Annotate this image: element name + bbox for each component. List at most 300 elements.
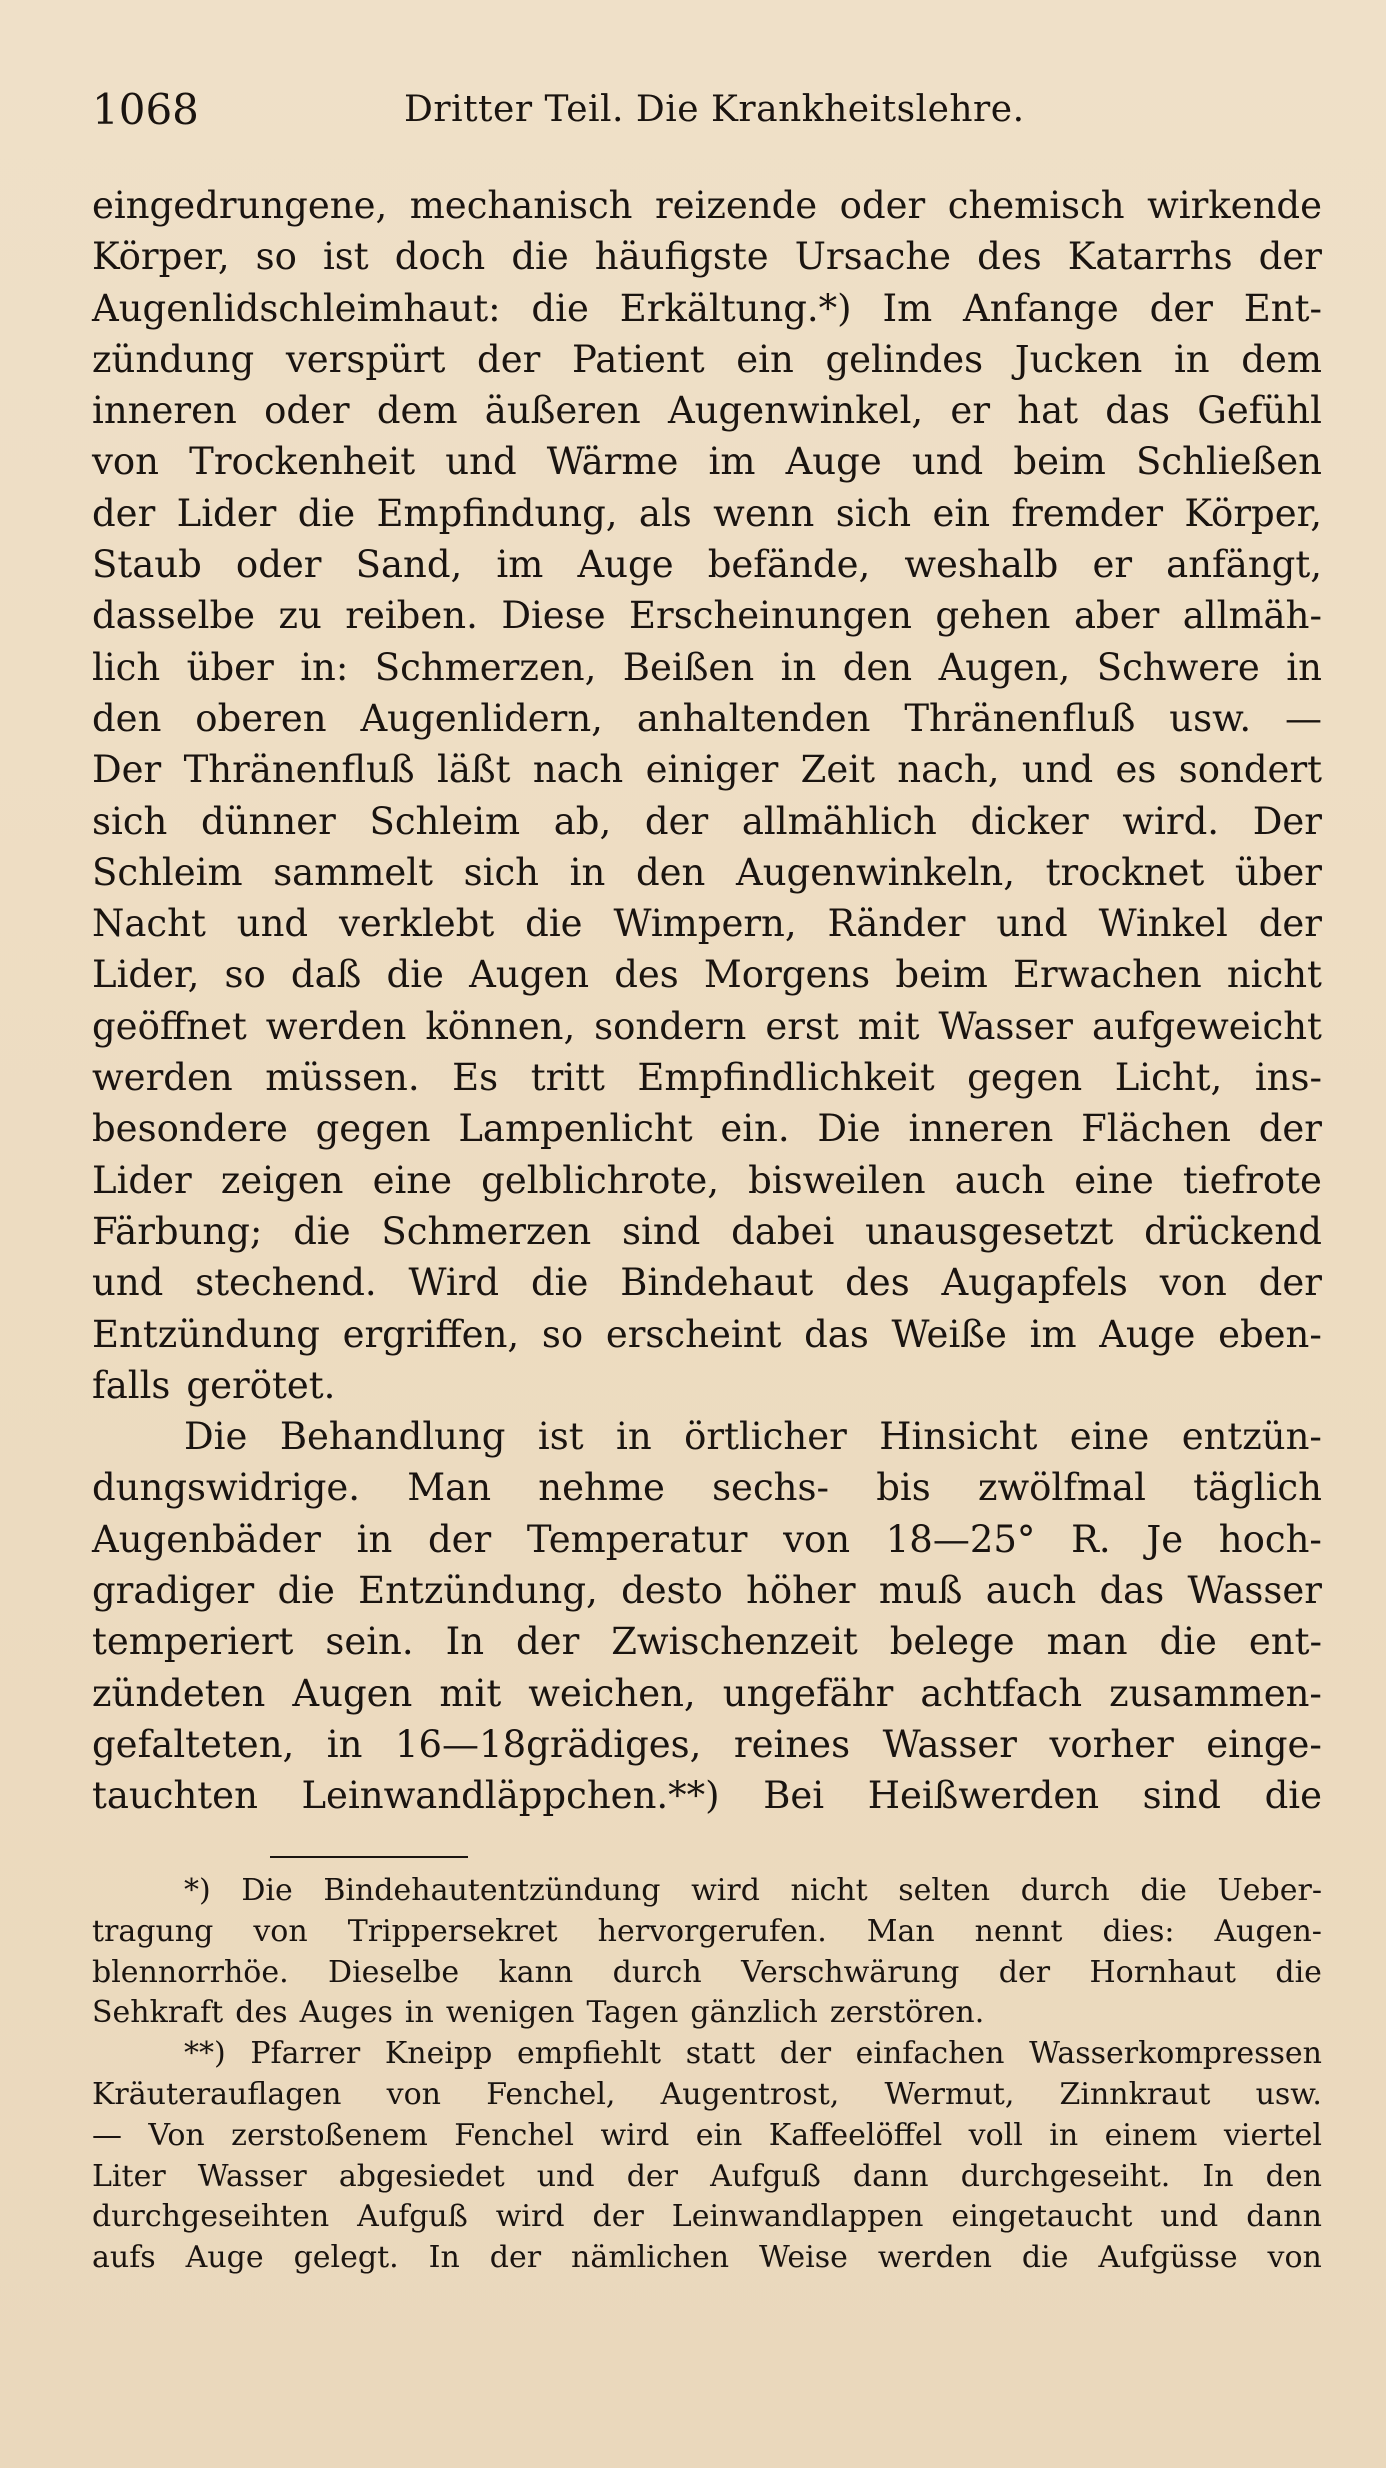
text-line bbox=[92, 642, 1322, 693]
word: der bbox=[1258, 1261, 1322, 1305]
word: dem bbox=[376, 389, 458, 433]
word: wird bbox=[600, 2117, 670, 2153]
word: der bbox=[998, 1954, 1051, 1990]
word: Fenchel bbox=[454, 2117, 575, 2153]
text-line bbox=[92, 1001, 1322, 1052]
word: wird bbox=[691, 1873, 760, 1908]
text-line bbox=[92, 898, 1322, 949]
word: eine bbox=[1069, 1415, 1150, 1459]
word: Auge bbox=[785, 440, 882, 484]
text-line bbox=[92, 488, 1322, 539]
word: Der bbox=[92, 748, 162, 792]
word: geöffnet bbox=[92, 1004, 247, 1048]
text-line bbox=[92, 744, 1322, 795]
word: sein. bbox=[325, 1620, 414, 1664]
word: Entzündung bbox=[92, 1312, 320, 1356]
word: von bbox=[386, 2076, 442, 2112]
word: Patient bbox=[571, 337, 705, 381]
word: sechs- bbox=[712, 1466, 829, 1510]
word: Wärme bbox=[546, 440, 679, 484]
word: **) bbox=[184, 2036, 226, 2072]
word: wird bbox=[495, 2199, 565, 2235]
word: dünner bbox=[201, 799, 336, 843]
word: dungswidrige. bbox=[92, 1466, 361, 1510]
word: Augenlidern, bbox=[360, 696, 603, 740]
word: temperiert bbox=[92, 1620, 294, 1664]
word: Augapfels bbox=[941, 1261, 1128, 1305]
word: gänzlich bbox=[690, 1995, 818, 2031]
word: usw. bbox=[1169, 696, 1252, 740]
word: gradiger bbox=[92, 1569, 255, 1613]
word: er bbox=[1092, 543, 1133, 587]
word: das bbox=[1099, 1569, 1165, 1613]
word: dies: bbox=[1102, 1913, 1175, 1949]
word: voll bbox=[968, 2117, 1023, 2153]
word: eine bbox=[1074, 1158, 1154, 1202]
word: Ueber- bbox=[1217, 1873, 1322, 1908]
page-header bbox=[92, 78, 1322, 142]
word: Schmerzen, bbox=[374, 645, 597, 689]
word: Leinwandläppchen.**) bbox=[301, 1774, 720, 1818]
word: der bbox=[1258, 1107, 1322, 1151]
word: wenigen bbox=[445, 1995, 575, 2031]
word: die bbox=[1264, 1774, 1322, 1818]
word: hervorgerufen. bbox=[597, 1913, 827, 1949]
word: gelblichrote, bbox=[481, 1158, 719, 1202]
word: reiben. bbox=[345, 594, 478, 638]
word: lich bbox=[92, 645, 161, 689]
word: der bbox=[489, 2240, 542, 2276]
text-line bbox=[92, 180, 1322, 231]
word: Man bbox=[866, 1913, 935, 1949]
word: sondern bbox=[594, 1004, 747, 1048]
word: Zwischenzeit bbox=[611, 1620, 858, 1664]
word: bisweilen bbox=[748, 1158, 926, 1202]
word: sich bbox=[835, 491, 912, 535]
word: Je bbox=[1146, 1517, 1184, 1561]
word: gehen bbox=[935, 594, 1051, 638]
word: das bbox=[1105, 389, 1171, 433]
word: Diese bbox=[501, 594, 606, 638]
text-line bbox=[92, 334, 1322, 385]
word: und bbox=[536, 2158, 595, 2194]
word: Kneipp bbox=[384, 2036, 493, 2072]
word: Aufguß bbox=[357, 2199, 468, 2235]
word: Zeit bbox=[800, 748, 875, 792]
word: vorher bbox=[1049, 1722, 1174, 1766]
word: Augen- bbox=[1214, 1913, 1322, 1949]
word: ist bbox=[537, 1415, 584, 1459]
word: ungefähr bbox=[722, 1671, 894, 1715]
word: Augenlidschleimhaut: bbox=[92, 286, 501, 330]
word: Morgens bbox=[703, 953, 871, 997]
word: Sehkraft bbox=[92, 1995, 224, 2031]
word: können, bbox=[425, 1004, 576, 1048]
word: sondert bbox=[1178, 748, 1322, 792]
word: und bbox=[92, 1261, 164, 1305]
word: dann bbox=[1246, 2199, 1322, 2235]
word: Der bbox=[1252, 799, 1322, 843]
word: Wimpern, bbox=[613, 902, 797, 946]
text-line bbox=[92, 1462, 1322, 1513]
word: Katarrhs bbox=[1067, 235, 1233, 279]
word: die bbox=[297, 491, 356, 535]
text-line bbox=[92, 1565, 1322, 1616]
word: Bei bbox=[763, 1774, 825, 1818]
word: es bbox=[1115, 748, 1157, 792]
word: durch bbox=[1020, 1873, 1110, 1908]
word: dann bbox=[852, 2158, 929, 2194]
word: ein. bbox=[720, 1107, 790, 1151]
word: Liter bbox=[92, 2158, 166, 2194]
word: weshalb bbox=[904, 543, 1059, 587]
word: dabei bbox=[731, 1209, 835, 1253]
word: Augenwinkel, bbox=[667, 389, 924, 433]
word: empfiehlt bbox=[516, 2036, 662, 2072]
word: einfachen bbox=[855, 2036, 1005, 2072]
word: fremder bbox=[1011, 491, 1164, 535]
word: ein bbox=[932, 491, 991, 535]
word: wenn bbox=[713, 491, 815, 535]
word: ins- bbox=[1254, 1056, 1322, 1100]
word: dem bbox=[1241, 337, 1322, 381]
word: die bbox=[386, 953, 444, 997]
word: Bindehaut bbox=[620, 1261, 814, 1305]
word: Schleim bbox=[92, 850, 243, 894]
word: oberen bbox=[195, 696, 327, 740]
word: Zinnkraut bbox=[1059, 2076, 1211, 2112]
word: Bindehautentzündung bbox=[323, 1873, 661, 1908]
word: 18—25° bbox=[885, 1517, 1036, 1561]
word: aber bbox=[1073, 594, 1160, 638]
word: von bbox=[783, 1517, 851, 1561]
word: kann bbox=[498, 1954, 574, 1990]
word: Ent- bbox=[1243, 286, 1322, 330]
word: höher bbox=[746, 1569, 856, 1613]
word: die bbox=[525, 902, 583, 946]
word: die bbox=[530, 1261, 589, 1305]
text-line bbox=[92, 796, 1322, 847]
word: der bbox=[626, 2158, 679, 2194]
word: den bbox=[92, 696, 162, 740]
word: nämlichen bbox=[571, 2240, 730, 2276]
word: Augenwinkeln, bbox=[735, 850, 1016, 894]
word: Augenbäder bbox=[92, 1517, 321, 1561]
word: mit bbox=[857, 1004, 920, 1048]
word: aufs bbox=[92, 2240, 156, 2276]
word: oder bbox=[235, 543, 322, 587]
word: Auge bbox=[577, 543, 674, 587]
word: Wird bbox=[408, 1261, 500, 1305]
word: durchgeseiht. bbox=[960, 2158, 1171, 2194]
word: blennorrhöe. bbox=[92, 1954, 289, 1990]
word: 16—18grädiges, bbox=[394, 1722, 702, 1766]
word: und bbox=[911, 440, 984, 484]
word: Wasser bbox=[938, 1004, 1073, 1048]
word: in bbox=[616, 1415, 652, 1459]
word: Aufgüsse bbox=[1098, 2240, 1238, 2276]
word: ergriffen, bbox=[342, 1312, 520, 1356]
footnote-line bbox=[92, 1993, 1322, 2034]
text-line bbox=[92, 1155, 1322, 1206]
word: in bbox=[1286, 645, 1322, 689]
text-line bbox=[92, 693, 1322, 744]
word: anfängt, bbox=[1166, 543, 1322, 587]
word: verklebt bbox=[339, 902, 495, 946]
word: Schleim bbox=[369, 799, 521, 843]
text-line bbox=[92, 1206, 1322, 1257]
text-line bbox=[92, 1411, 1322, 1462]
word: die bbox=[1140, 1873, 1187, 1908]
text-line bbox=[92, 1719, 1322, 1770]
word: erst bbox=[765, 1004, 839, 1048]
word: Lampenlicht bbox=[458, 1107, 693, 1151]
word: zerstören. bbox=[829, 1995, 985, 2031]
word: nicht bbox=[1226, 953, 1322, 997]
word: gelegt. bbox=[293, 2240, 399, 2276]
page-number: 1068 bbox=[92, 85, 199, 134]
word: eingedrungene, bbox=[92, 184, 388, 227]
word: zu bbox=[278, 594, 322, 638]
word: *) bbox=[184, 1873, 211, 1908]
word: usw. bbox=[1255, 2076, 1322, 2112]
word: des bbox=[614, 953, 679, 997]
text-line bbox=[92, 590, 1322, 641]
word: Die bbox=[184, 1415, 248, 1459]
word: Pfarrer bbox=[250, 2036, 361, 2072]
word: der bbox=[1258, 902, 1322, 946]
word: durch bbox=[612, 1954, 702, 1990]
text-line bbox=[92, 1052, 1322, 1103]
text-line bbox=[92, 436, 1322, 487]
footnote-line bbox=[92, 2075, 1322, 2116]
word: Weiße bbox=[891, 1312, 1007, 1356]
word: dasselbe bbox=[92, 594, 256, 638]
word: ab, bbox=[553, 799, 612, 843]
word: Nacht bbox=[92, 902, 206, 946]
footnote-line bbox=[92, 2238, 1322, 2279]
word: Temperatur bbox=[526, 1517, 748, 1561]
word: und bbox=[1021, 748, 1094, 792]
word: viertel bbox=[1223, 2117, 1322, 2153]
word: auch bbox=[985, 1569, 1077, 1613]
text-line bbox=[92, 1360, 1322, 1411]
text-line bbox=[92, 1103, 1322, 1154]
word: zündeten bbox=[92, 1671, 266, 1715]
word: Hornhaut bbox=[1089, 1954, 1236, 1990]
word: Tagen bbox=[586, 1995, 679, 2031]
word: R. bbox=[1071, 1517, 1111, 1561]
word: zusammen- bbox=[1109, 1671, 1322, 1715]
word: sind bbox=[622, 1209, 701, 1253]
word: Schwere bbox=[1096, 645, 1260, 689]
word: statt bbox=[685, 2036, 756, 2072]
word: weichen, bbox=[528, 1671, 696, 1715]
word: gelindes bbox=[825, 337, 984, 381]
word: Thränenfluß bbox=[183, 748, 415, 792]
word: der bbox=[1149, 286, 1213, 330]
word: tauchten bbox=[92, 1774, 258, 1818]
word: über bbox=[1234, 850, 1322, 894]
word: so bbox=[255, 235, 297, 279]
word: Schmerzen bbox=[381, 1209, 592, 1253]
word: in bbox=[404, 1995, 434, 2031]
word: selten bbox=[898, 1873, 991, 1908]
word: stechend. bbox=[195, 1261, 377, 1305]
word: nicht bbox=[790, 1873, 868, 1908]
word: inneren bbox=[908, 1107, 1054, 1151]
word: den bbox=[1265, 2158, 1322, 2194]
word: des bbox=[977, 235, 1042, 279]
word: und bbox=[445, 440, 517, 484]
word: der bbox=[644, 799, 709, 843]
word: Behandlung bbox=[279, 1415, 506, 1459]
word: Man bbox=[407, 1466, 492, 1510]
word: Erwachen bbox=[1012, 953, 1202, 997]
word: dicker bbox=[970, 799, 1089, 843]
word: die bbox=[511, 235, 569, 279]
word: man bbox=[1046, 1620, 1128, 1664]
word: oder bbox=[839, 184, 926, 227]
text-line bbox=[92, 1514, 1322, 1565]
word: den bbox=[842, 645, 913, 689]
word: müssen. bbox=[265, 1056, 420, 1100]
footnote-line bbox=[92, 1912, 1322, 1953]
word: Die bbox=[817, 1107, 881, 1151]
word: nach bbox=[532, 748, 624, 792]
word: hat bbox=[1017, 389, 1079, 433]
word: täglich bbox=[1193, 1466, 1322, 1510]
word: in: bbox=[300, 645, 349, 689]
word: Die bbox=[241, 1873, 293, 1908]
word: nach, bbox=[897, 748, 1000, 792]
word: daß bbox=[290, 953, 362, 997]
footnote-line bbox=[92, 2197, 1322, 2238]
word: Auge bbox=[1099, 1312, 1196, 1356]
word: gerötet. bbox=[186, 1363, 336, 1407]
word: und bbox=[1160, 2199, 1219, 2235]
word: im bbox=[708, 440, 756, 484]
word: belege bbox=[889, 1620, 1015, 1664]
word: des bbox=[235, 1995, 288, 2031]
text-line bbox=[92, 1770, 1322, 1821]
word: verspürt bbox=[285, 337, 446, 381]
word: Thränenfluß bbox=[904, 696, 1136, 740]
footnote-line bbox=[92, 2157, 1322, 2198]
word: abgesiedet bbox=[338, 2158, 505, 2194]
word: allmäh- bbox=[1182, 594, 1322, 638]
word: ent- bbox=[1248, 1620, 1322, 1664]
word: örtlicher bbox=[684, 1415, 847, 1459]
word: wird. bbox=[1122, 799, 1220, 843]
word: Lider bbox=[176, 491, 277, 535]
word: gefalteten, bbox=[92, 1722, 295, 1766]
word: tiefrote bbox=[1182, 1158, 1322, 1202]
word: entzün- bbox=[1181, 1415, 1322, 1459]
word: aufgeweicht bbox=[1091, 1004, 1322, 1048]
word: den bbox=[635, 850, 706, 894]
word: in bbox=[1173, 337, 1210, 381]
word: läßt bbox=[436, 748, 511, 792]
word: befände, bbox=[707, 543, 871, 587]
word: In bbox=[445, 1620, 485, 1664]
word: allmählich bbox=[741, 799, 937, 843]
running-head: Dritter Teil. Die Krankheitslehre. bbox=[404, 89, 1025, 130]
word: einiger bbox=[645, 748, 779, 792]
word: Sand, bbox=[355, 543, 463, 587]
word: der bbox=[1258, 235, 1322, 279]
word: Beißen bbox=[622, 645, 755, 689]
word: und bbox=[996, 902, 1068, 946]
word: eingetaucht bbox=[951, 2199, 1133, 2235]
word: von bbox=[253, 1913, 308, 1949]
word: die bbox=[531, 286, 589, 330]
word: zeigen bbox=[220, 1158, 344, 1202]
word: Jucken bbox=[1014, 337, 1143, 381]
word: und bbox=[236, 902, 309, 946]
word: Ränder bbox=[827, 902, 966, 946]
word: Wasser bbox=[197, 2158, 307, 2194]
word: Auges bbox=[299, 1995, 393, 2031]
word: mechanisch bbox=[409, 184, 633, 227]
word: achtfach bbox=[920, 1671, 1083, 1715]
word: chemisch bbox=[947, 184, 1125, 227]
word: Färbung; bbox=[92, 1209, 263, 1253]
word: der bbox=[477, 337, 541, 381]
word: in bbox=[326, 1722, 363, 1766]
word: nennt bbox=[974, 1913, 1063, 1949]
word: — bbox=[1284, 696, 1322, 740]
word: oder bbox=[264, 389, 350, 433]
word: trocknet bbox=[1045, 850, 1205, 894]
text-line bbox=[92, 949, 1322, 1000]
word: der bbox=[779, 2036, 832, 2072]
word: werden bbox=[92, 1056, 233, 1100]
word: die bbox=[1021, 2240, 1069, 2276]
word: die bbox=[293, 1209, 351, 1253]
word: Ursache bbox=[794, 235, 952, 279]
word: Wermut, bbox=[884, 2076, 1015, 2112]
word: gegen bbox=[967, 1056, 1083, 1100]
word: Auge bbox=[185, 2240, 264, 2276]
word: sammelt bbox=[273, 850, 434, 894]
word: falls bbox=[92, 1363, 171, 1407]
word: Fenchel, bbox=[486, 2076, 616, 2112]
word: so bbox=[224, 953, 266, 997]
word: gegen bbox=[315, 1107, 431, 1151]
word: Augen bbox=[292, 1671, 413, 1715]
text-line bbox=[92, 1668, 1322, 1719]
word: Heißwerden bbox=[867, 1774, 1100, 1818]
word: im bbox=[1029, 1312, 1077, 1356]
word: so bbox=[541, 1312, 584, 1356]
word: desto bbox=[621, 1569, 723, 1613]
text-line bbox=[92, 847, 1322, 898]
footnote-line bbox=[92, 1953, 1322, 1994]
text-line bbox=[92, 231, 1322, 282]
word: eine bbox=[372, 1158, 453, 1202]
word: In bbox=[1202, 2158, 1234, 2194]
word: besondere bbox=[92, 1107, 288, 1151]
footnote-line bbox=[92, 2034, 1322, 2075]
word: sich bbox=[92, 799, 168, 843]
word: Körper, bbox=[92, 235, 230, 279]
word: reizende bbox=[654, 184, 818, 227]
word: äußeren bbox=[484, 389, 641, 433]
word: Trippersekret bbox=[347, 1913, 558, 1949]
text-line bbox=[92, 1309, 1322, 1360]
word: Flächen bbox=[1081, 1107, 1231, 1151]
